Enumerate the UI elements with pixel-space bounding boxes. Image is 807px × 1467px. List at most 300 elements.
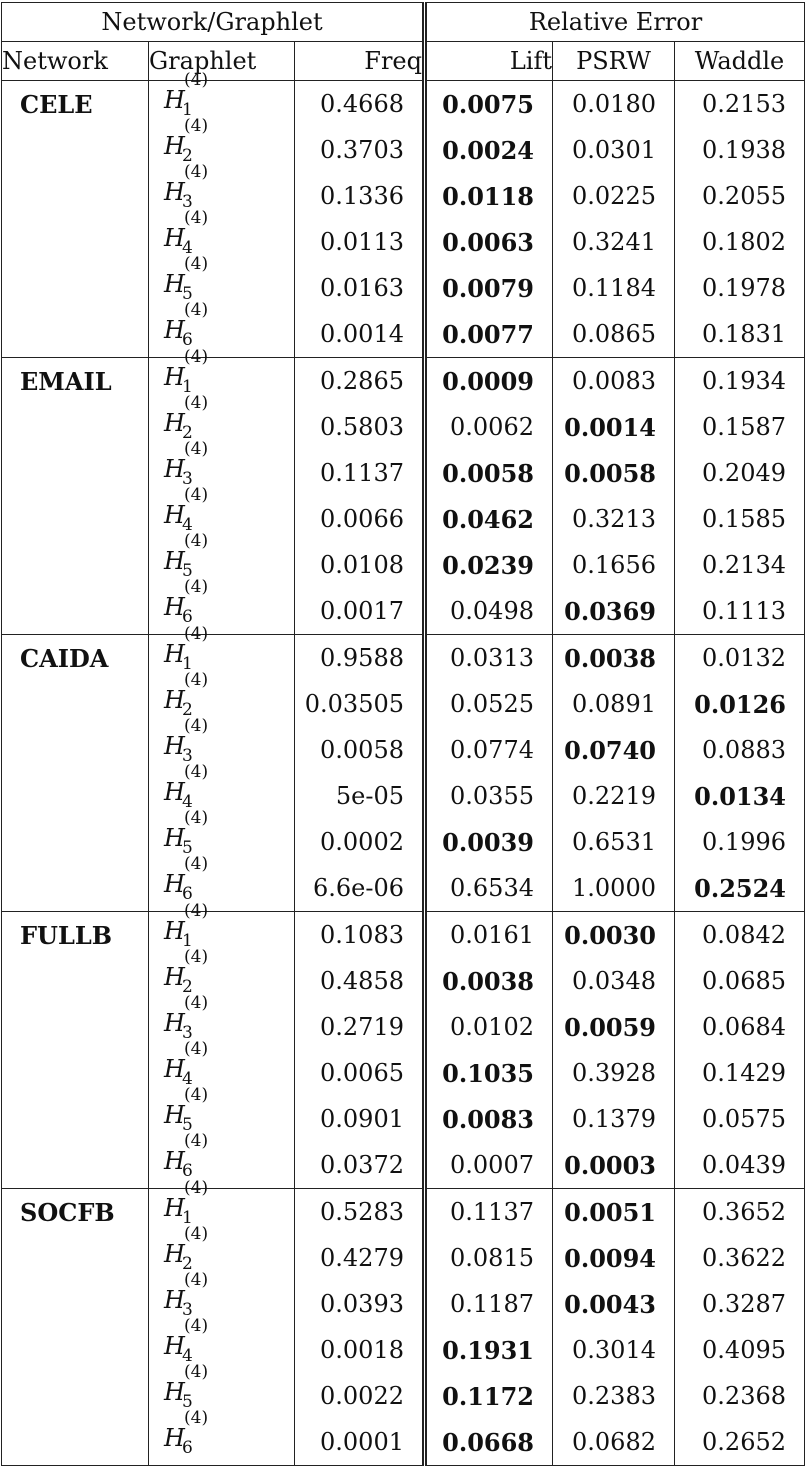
graphlet-symbol [164, 993, 216, 1043]
col-waddle: Waddle [675, 42, 805, 81]
graphlet-cell [149, 901, 295, 959]
graphlet-cell [149, 116, 295, 173]
table-body [2, 70, 805, 1466]
freq-value: 0.0014 [295, 311, 425, 358]
table-row [2, 865, 805, 912]
freq-value: 0.1137 [295, 450, 425, 496]
freq-value: 0.0108 [295, 542, 425, 588]
psrw-value: 0.1184 [553, 265, 675, 311]
network-name [2, 127, 149, 173]
lift-value: 0.0038 [425, 958, 553, 1004]
graphlet-sup: (4) [184, 901, 209, 921]
graphlet-sub: 2 [182, 423, 193, 443]
table-row [2, 1281, 805, 1327]
freq-value: 0.2865 [295, 358, 425, 405]
graphlet-base: H [164, 86, 185, 114]
network-name [2, 1142, 149, 1189]
lift-value: 0.1035 [425, 1050, 553, 1096]
graphlet-base: H [164, 963, 185, 991]
graphlet-sup: (4) [184, 1316, 209, 1336]
graphlet-symbol [164, 947, 216, 997]
psrw-value: 0.0059 [553, 1004, 675, 1050]
waddle-value: 0.0134 [675, 773, 805, 819]
network-name [2, 1373, 149, 1419]
psrw-value: 0.0369 [553, 588, 675, 635]
graphlet-base: H [164, 1240, 185, 1268]
graphlet-sub: 1 [182, 1208, 193, 1228]
graphlet-cell [149, 670, 295, 727]
freq-value: 5e-05 [295, 773, 425, 819]
graphlet-sub: 3 [182, 469, 193, 489]
psrw-value: 0.2219 [553, 773, 675, 819]
graphlet-sub: 5 [182, 838, 193, 858]
graphlet-symbol [164, 670, 216, 720]
table-row [2, 635, 805, 682]
psrw-value: 0.0038 [553, 635, 675, 682]
freq-value: 0.2719 [295, 1004, 425, 1050]
lift-value: 0.6534 [425, 865, 553, 912]
network-name: EMAIL [2, 358, 149, 405]
psrw-value: 0.1656 [553, 542, 675, 588]
waddle-value: 0.2134 [675, 542, 805, 588]
network-name [2, 1235, 149, 1281]
table-row [2, 1096, 805, 1142]
lift-value: 0.0313 [425, 635, 553, 682]
network-name [2, 265, 149, 311]
network-name [2, 588, 149, 635]
table-row [2, 127, 805, 173]
lift-value: 0.0024 [425, 127, 553, 173]
graphlet-sup: (4) [184, 854, 209, 874]
table-row [2, 219, 805, 265]
network-name [2, 450, 149, 496]
freq-value: 0.1083 [295, 912, 425, 959]
graphlet-base: H [164, 1009, 185, 1037]
graphlet-symbol [164, 577, 216, 627]
freq-value: 0.0163 [295, 265, 425, 311]
col-graphlet: Graphlet [149, 42, 295, 81]
graphlet-cell [149, 347, 295, 405]
graphlet-symbol [164, 116, 216, 166]
graphlet-sub: 6 [182, 1438, 193, 1458]
graphlet-base: H [164, 778, 185, 806]
psrw-value: 0.0225 [553, 173, 675, 219]
table-row [2, 958, 805, 1004]
graphlet-sub: 1 [182, 931, 193, 951]
graphlet-sup: (4) [184, 1362, 209, 1382]
table-row [2, 81, 805, 128]
psrw-value: 0.0740 [553, 727, 675, 773]
graphlet-sub: 5 [182, 1392, 193, 1412]
graphlet-cell [149, 947, 295, 1004]
graphlet-base: H [164, 1378, 185, 1406]
graphlet-symbol [164, 1316, 216, 1366]
graphlet-sup: (4) [184, 670, 209, 690]
network-name [2, 865, 149, 912]
graphlet-sup: (4) [184, 1131, 209, 1151]
table-row [2, 1142, 805, 1189]
graphlet-cell [149, 1085, 295, 1142]
graphlet-sub: 5 [182, 284, 193, 304]
graphlet-sup: (4) [184, 485, 209, 505]
psrw-value: 0.0030 [553, 912, 675, 959]
psrw-value: 0.3213 [553, 496, 675, 542]
graphlet-sub: 3 [182, 1300, 193, 1320]
lift-value: 0.1137 [425, 1189, 553, 1236]
group-network-graphlet: Network/Graphlet [2, 3, 425, 42]
graphlet-symbol [164, 901, 216, 951]
table-row [2, 1004, 805, 1050]
table-row [2, 358, 805, 405]
graphlet-cell [149, 1224, 295, 1281]
graphlet-base: H [164, 455, 185, 483]
group-header-row [2, 3, 805, 42]
psrw-value: 0.0083 [553, 358, 675, 405]
graphlet-sub: 2 [182, 1254, 193, 1274]
freq-value: 0.4858 [295, 958, 425, 1004]
lift-value: 0.0118 [425, 173, 553, 219]
table-row [2, 173, 805, 219]
table-row [2, 496, 805, 542]
graphlet-symbol [164, 347, 216, 397]
graphlet-symbol [164, 1270, 216, 1320]
waddle-value: 0.0883 [675, 727, 805, 773]
waddle-value: 0.1934 [675, 358, 805, 405]
graphlet-base: H [164, 1101, 185, 1129]
graphlet-sup: (4) [184, 716, 209, 736]
freq-value: 0.0018 [295, 1327, 425, 1373]
graphlet-symbol [164, 254, 216, 304]
freq-value: 0.0022 [295, 1373, 425, 1419]
lift-value: 0.1931 [425, 1327, 553, 1373]
table-row [2, 681, 805, 727]
psrw-value: 0.0180 [553, 81, 675, 128]
col-psrw: PSRW [553, 42, 675, 81]
graphlet-sub: 6 [182, 1161, 193, 1181]
graphlet-cell [149, 70, 295, 128]
freq-value: 6.6e-06 [295, 865, 425, 912]
psrw-value: 0.6531 [553, 819, 675, 865]
table-row [2, 727, 805, 773]
graphlet-symbol [164, 393, 216, 443]
graphlet-sub: 4 [182, 238, 193, 258]
graphlet-sup: (4) [184, 254, 209, 274]
freq-value: 0.1336 [295, 173, 425, 219]
graphlet-cell [149, 808, 295, 865]
graphlet-cell [149, 1316, 295, 1373]
col-network: Network [2, 42, 149, 81]
graphlet-sub: 4 [182, 515, 193, 535]
graphlet-cell [149, 1039, 295, 1096]
graphlet-sub: 4 [182, 1069, 193, 1089]
graphlet-symbol [164, 439, 216, 489]
network-name [2, 1004, 149, 1050]
graphlet-sup: (4) [184, 1085, 209, 1105]
lift-value: 0.0075 [425, 81, 553, 128]
network-name [2, 958, 149, 1004]
graphlet-sub: 6 [182, 607, 193, 627]
graphlet-cell [149, 162, 295, 219]
graphlet-sup: (4) [184, 531, 209, 551]
graphlet-sup: (4) [184, 347, 209, 367]
lift-value: 0.0079 [425, 265, 553, 311]
waddle-value: 0.3652 [675, 1189, 805, 1236]
lift-value: 0.0355 [425, 773, 553, 819]
table-row [2, 311, 805, 358]
freq-value: 0.03505 [295, 681, 425, 727]
waddle-value: 0.0439 [675, 1142, 805, 1189]
graphlet-cell [149, 1408, 295, 1466]
graphlet-cell [149, 624, 295, 682]
psrw-value: 0.0014 [553, 404, 675, 450]
graphlet-cell [149, 208, 295, 265]
waddle-value: 0.0126 [675, 681, 805, 727]
lift-value: 0.0077 [425, 311, 553, 358]
results-table [1, 2, 805, 1466]
psrw-value: 0.0301 [553, 127, 675, 173]
psrw-value: 0.3241 [553, 219, 675, 265]
graphlet-base: H [164, 593, 185, 621]
graphlet-sub: 1 [182, 377, 193, 397]
lift-value: 0.0007 [425, 1142, 553, 1189]
graphlet-sup: (4) [184, 624, 209, 644]
waddle-value: 0.0684 [675, 1004, 805, 1050]
lift-value: 0.0039 [425, 819, 553, 865]
graphlet-symbol [164, 1039, 216, 1089]
graphlet-sup: (4) [184, 1408, 209, 1428]
freq-value: 0.0058 [295, 727, 425, 773]
psrw-value: 0.0682 [553, 1419, 675, 1466]
graphlet-cell [149, 393, 295, 450]
graphlet-symbol [164, 1178, 216, 1228]
graphlet-base: H [164, 547, 185, 575]
graphlet-symbol [164, 531, 216, 581]
freq-value: 0.0001 [295, 1419, 425, 1466]
table-row [2, 912, 805, 959]
graphlet-sup: (4) [184, 300, 209, 320]
graphlet-sup: (4) [184, 208, 209, 228]
graphlet-symbol [164, 624, 216, 674]
lift-value: 0.0009 [425, 358, 553, 405]
graphlet-sup: (4) [184, 116, 209, 136]
graphlet-symbol [164, 70, 216, 120]
graphlet-symbol [164, 1362, 216, 1412]
freq-value: 0.3703 [295, 127, 425, 173]
graphlet-cell [149, 1178, 295, 1236]
graphlet-base: H [164, 501, 185, 529]
graphlet-base: H [164, 686, 185, 714]
freq-value: 0.0065 [295, 1050, 425, 1096]
graphlet-base: H [164, 363, 185, 391]
table-row [2, 1050, 805, 1096]
freq-value: 0.4279 [295, 1235, 425, 1281]
table-row [2, 1235, 805, 1281]
table-row [2, 542, 805, 588]
graphlet-sub: 2 [182, 146, 193, 166]
lift-value: 0.0462 [425, 496, 553, 542]
freq-value: 0.0393 [295, 1281, 425, 1327]
freq-value: 0.0901 [295, 1096, 425, 1142]
graphlet-base: H [164, 1147, 185, 1175]
col-freq: Freq [295, 42, 425, 81]
psrw-value: 0.0348 [553, 958, 675, 1004]
waddle-value: 0.1996 [675, 819, 805, 865]
table-row [2, 404, 805, 450]
graphlet-base: H [164, 316, 185, 344]
network-name [2, 773, 149, 819]
graphlet-cell [149, 762, 295, 819]
freq-value: 0.0372 [295, 1142, 425, 1189]
waddle-value: 0.2524 [675, 865, 805, 912]
graphlet-symbol [164, 1224, 216, 1274]
graphlet-base: H [164, 409, 185, 437]
graphlet-sub: 1 [182, 100, 193, 120]
lift-value: 0.0525 [425, 681, 553, 727]
lift-value: 0.0815 [425, 1235, 553, 1281]
freq-value: 0.0002 [295, 819, 425, 865]
table-row [2, 1327, 805, 1373]
network-name [2, 727, 149, 773]
graphlet-sup: (4) [184, 762, 209, 782]
graphlet-symbol [164, 208, 216, 258]
psrw-value: 0.0094 [553, 1235, 675, 1281]
graphlet-base: H [164, 1332, 185, 1360]
network-name [2, 404, 149, 450]
graphlet-symbol [164, 1131, 216, 1181]
table-header [2, 3, 805, 81]
graphlet-sup: (4) [184, 1270, 209, 1290]
network-name: SOCFB [2, 1189, 149, 1236]
waddle-value: 0.2652 [675, 1419, 805, 1466]
graphlet-sub: 4 [182, 1346, 193, 1366]
graphlet-sub: 3 [182, 192, 193, 212]
graphlet-cell [149, 1270, 295, 1327]
network-name [2, 219, 149, 265]
graphlet-base: H [164, 824, 185, 852]
network-name [2, 1096, 149, 1142]
waddle-value: 0.2368 [675, 1373, 805, 1419]
graphlet-sub: 4 [182, 792, 193, 812]
table-row [2, 1419, 805, 1466]
graphlet-symbol [164, 1408, 216, 1458]
graphlet-symbol [164, 300, 216, 350]
graphlet-cell [149, 254, 295, 311]
waddle-value: 0.1938 [675, 127, 805, 173]
graphlet-sub: 6 [182, 330, 193, 350]
psrw-value: 0.1379 [553, 1096, 675, 1142]
graphlet-sup: (4) [184, 162, 209, 182]
graphlet-sub: 6 [182, 884, 193, 904]
waddle-value: 0.0685 [675, 958, 805, 1004]
graphlet-sub: 1 [182, 654, 193, 674]
graphlet-symbol [164, 162, 216, 212]
graphlet-sup: (4) [184, 577, 209, 597]
graphlet-cell [149, 577, 295, 635]
graphlet-symbol [164, 808, 216, 858]
waddle-value: 0.1831 [675, 311, 805, 358]
lift-value: 0.1187 [425, 1281, 553, 1327]
graphlet-base: H [164, 270, 185, 298]
graphlet-sub: 3 [182, 1023, 193, 1043]
lift-value: 0.0161 [425, 912, 553, 959]
graphlet-symbol [164, 762, 216, 812]
waddle-value: 0.1587 [675, 404, 805, 450]
table-row [2, 819, 805, 865]
waddle-value: 0.3287 [675, 1281, 805, 1327]
table-row [2, 265, 805, 311]
graphlet-base: H [164, 132, 185, 160]
freq-value: 0.5803 [295, 404, 425, 450]
freq-value: 0.5283 [295, 1189, 425, 1236]
network-name: CAIDA [2, 635, 149, 682]
graphlet-symbol [164, 1085, 216, 1135]
graphlet-sub: 2 [182, 700, 193, 720]
waddle-value: 0.0132 [675, 635, 805, 682]
waddle-value: 0.0575 [675, 1096, 805, 1142]
graphlet-base: H [164, 1194, 185, 1222]
psrw-value: 0.0058 [553, 450, 675, 496]
graphlet-sup: (4) [184, 808, 209, 828]
graphlet-cell [149, 1131, 295, 1189]
graphlet-cell [149, 300, 295, 358]
graphlet-sub: 3 [182, 746, 193, 766]
waddle-value: 0.4095 [675, 1327, 805, 1373]
table-row [2, 450, 805, 496]
group-relative-error: Relative Error [425, 3, 805, 42]
waddle-value: 0.1978 [675, 265, 805, 311]
graphlet-symbol [164, 716, 216, 766]
waddle-value: 0.0842 [675, 912, 805, 959]
network-name [2, 311, 149, 358]
table-row [2, 1189, 805, 1236]
graphlet-sup: (4) [184, 947, 209, 967]
waddle-value: 0.2153 [675, 81, 805, 128]
psrw-value: 0.2383 [553, 1373, 675, 1419]
network-name [2, 819, 149, 865]
lift-value: 0.0774 [425, 727, 553, 773]
graphlet-sup: (4) [184, 439, 209, 459]
lift-value: 0.0498 [425, 588, 553, 635]
psrw-value: 0.0043 [553, 1281, 675, 1327]
graphlet-symbol [164, 854, 216, 904]
psrw-value: 0.0891 [553, 681, 675, 727]
graphlet-sup: (4) [184, 70, 209, 90]
psrw-value: 1.0000 [553, 865, 675, 912]
graphlet-cell [149, 531, 295, 588]
graphlet-base: H [164, 224, 185, 252]
table-row [2, 773, 805, 819]
graphlet-base: H [164, 1286, 185, 1314]
lift-value: 0.0239 [425, 542, 553, 588]
graphlet-sup: (4) [184, 1224, 209, 1244]
waddle-value: 0.2055 [675, 173, 805, 219]
network-name [2, 1050, 149, 1096]
lift-value: 0.0062 [425, 404, 553, 450]
graphlet-cell [149, 993, 295, 1050]
lift-value: 0.0668 [425, 1419, 553, 1466]
lift-value: 0.0058 [425, 450, 553, 496]
network-name [2, 681, 149, 727]
waddle-value: 0.3622 [675, 1235, 805, 1281]
graphlet-cell [149, 854, 295, 912]
graphlet-sup: (4) [184, 1178, 209, 1198]
network-name [2, 542, 149, 588]
graphlet-sup: (4) [184, 993, 209, 1013]
graphlet-sub: 5 [182, 561, 193, 581]
freq-value: 0.0066 [295, 496, 425, 542]
freq-value: 0.9588 [295, 635, 425, 682]
network-name [2, 496, 149, 542]
